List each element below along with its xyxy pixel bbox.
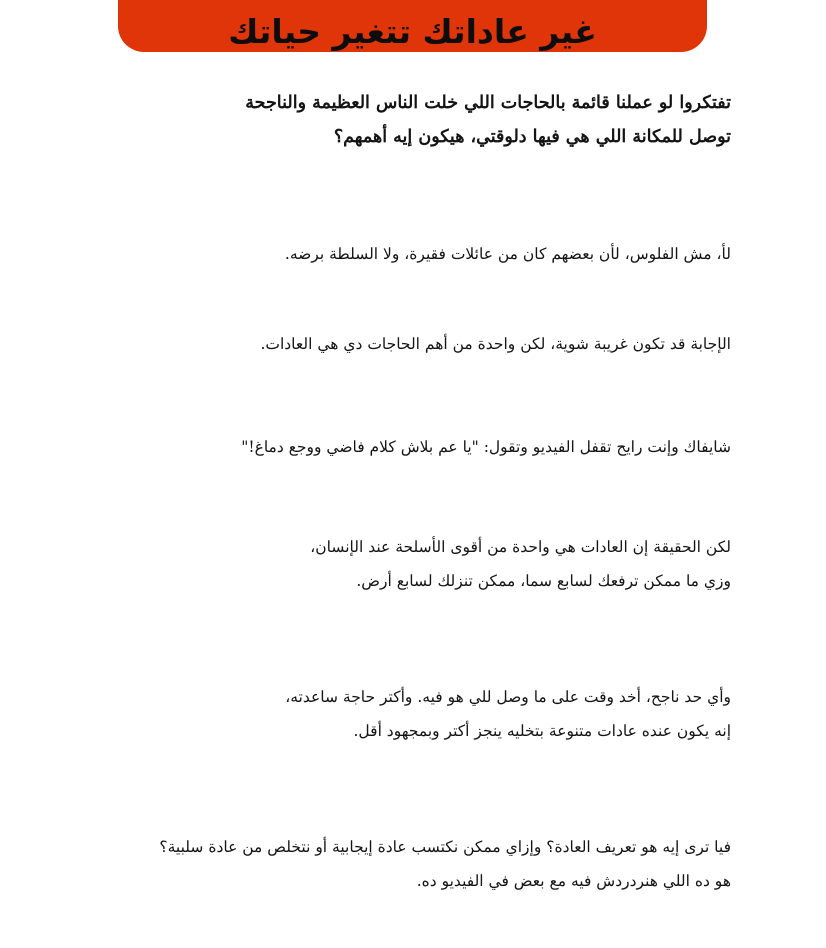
paragraph-answer-line-1: الإجابة قد تكون غريبة شوية، لكن واحدة من أهم الحاجات دي هي العادات. xyxy=(260,335,731,353)
paragraph-money-line-1: لأ، مش الفلوس، لأن بعضهم كان من عائلات فقيرة، ولا السلطة برضه. xyxy=(284,245,731,263)
paragraph-question-line-2: هو ده اللي هنردردش فيه مع بعض في الفيديو ده. xyxy=(416,872,731,890)
paragraph-question xyxy=(76,830,731,898)
paragraph-question-line-1: فيا ترى إيه هو تعريف العادة؟ وإزاي ممكن نكتسب عادة إيجابية أو نتخلص من عادة سلبية؟ xyxy=(159,838,731,856)
paragraph-truth xyxy=(171,530,731,598)
paragraph-success-line-1: وأي حد ناجح، أخد وقت على ما وصل للي هو فيه. وأكتر حاجة ساعدته، xyxy=(285,688,731,706)
title-banner xyxy=(118,0,707,52)
document-body xyxy=(0,52,826,948)
paragraph-truth-line-2: وزي ما ممكن ترفعك لسابع سما، ممكن تنزلك لسابع أرض. xyxy=(356,572,731,590)
paragraph-money xyxy=(186,237,731,271)
title-banner-container xyxy=(0,0,826,52)
paragraph-success xyxy=(171,680,731,748)
paragraph-answer xyxy=(171,327,731,361)
paragraph-truth-line-1: لكن الحقيقة إن العادات هي واحدة من أقوى الأسلحة عند الإنسان، xyxy=(310,538,731,556)
paragraph-intro-line-1: تفتكروا لو عملنا قائمة بالحاجات اللي خلت الناس العظيمة والناجحة xyxy=(245,93,731,113)
paragraph-closing-remark-line-1: شايفاك وإنت رايح تقفل الفيديو وتقول: "يا عم بلاش كلام فاضي ووجع دماغ!" xyxy=(241,438,731,456)
paragraph-intro xyxy=(186,86,731,154)
paragraph-success-line-2: إنه يكون عنده عادات متنوعة بتخليه ينجز أكتر وبمجهود أقل. xyxy=(353,722,731,740)
paragraph-closing-remark xyxy=(131,430,731,464)
page-title: غير عاداتك تتغير حياتك xyxy=(228,12,597,52)
paragraph-intro-line-2: توصل للمكانة اللي هي فيها دلوقتي، هيكون إيه أهمهم؟ xyxy=(333,127,731,147)
